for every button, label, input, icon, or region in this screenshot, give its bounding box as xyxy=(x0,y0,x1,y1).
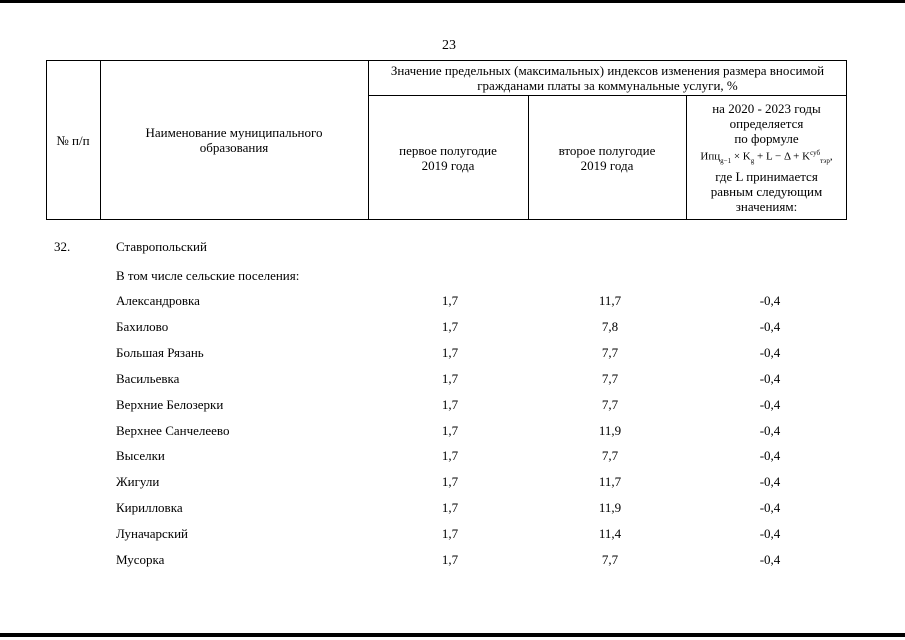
table-row xyxy=(0,345,905,365)
top-border-rule xyxy=(0,0,905,3)
value-h1-2019: 1,7 xyxy=(441,526,459,542)
value-h2-2019: 7,8 xyxy=(601,318,619,334)
value-l: -0,4 xyxy=(759,318,781,334)
section-subtitle-row xyxy=(0,268,905,288)
table-row xyxy=(0,397,905,417)
row-name: Мусорка xyxy=(116,552,165,567)
formula-caption-line: по формуле xyxy=(734,131,799,147)
row-name: Жигули xyxy=(116,474,160,490)
value-l: -0,4 xyxy=(759,370,781,386)
table-row xyxy=(0,448,905,468)
row-name: Бахилово xyxy=(116,318,169,334)
header-col-h1-2019: первое полугодие 2019 года xyxy=(399,142,497,173)
section-number: 32. xyxy=(54,239,71,254)
header-col-name: Наименование муниципального образования xyxy=(145,125,323,155)
value-h1-2019: 1,7 xyxy=(441,500,459,516)
value-h1-2019: 1,7 xyxy=(441,293,459,308)
section-subtitle: В том числе сельские поселения: xyxy=(116,268,300,283)
row-name: Выселки xyxy=(116,448,165,464)
value-h1-2019: 1,7 xyxy=(441,318,459,334)
table-row xyxy=(0,552,905,572)
header-col-number: № п/п xyxy=(56,132,90,148)
value-h2-2019: 11,7 xyxy=(598,474,622,490)
bottom-border-rule xyxy=(0,633,905,637)
formula-caption-line: где L принимается xyxy=(715,168,818,184)
value-h2-2019: 11,7 xyxy=(598,293,622,308)
table-row xyxy=(0,319,905,339)
value-l: -0,4 xyxy=(759,552,781,567)
value-h1-2019: 1,7 xyxy=(441,448,459,464)
value-l: -0,4 xyxy=(759,474,781,490)
value-h1-2019: 1,7 xyxy=(441,396,459,412)
row-name: Луначарский xyxy=(116,526,189,542)
header-col-h2-2019: второе полугодие 2019 года xyxy=(558,142,656,173)
formula-caption-line: значениям: xyxy=(735,198,798,214)
value-l: -0,4 xyxy=(759,293,781,308)
value-h2-2019: 7,7 xyxy=(601,344,619,360)
formula-caption-line: равным следующим xyxy=(710,183,823,199)
table-header xyxy=(46,60,847,220)
formula-expression: $Ипц_{g-1} \times K_g + L - \Delta + K^{суб}_{тэр}$, xyxy=(700,149,833,165)
table-row xyxy=(0,474,905,494)
table-row xyxy=(0,423,905,443)
header-group-title: Значение предельных (максимальных) индексов изменения размера вносимой гражданами платы за коммунальные услуги, % xyxy=(390,62,825,93)
row-name: Александровка xyxy=(116,293,200,308)
header-col-formula xyxy=(686,95,847,220)
row-name: Верхнее Санчелеево xyxy=(116,422,230,438)
value-l: -0,4 xyxy=(759,500,781,516)
row-name: Кирилловка xyxy=(116,500,183,516)
table-row xyxy=(0,500,905,520)
value-h2-2019: 11,4 xyxy=(598,526,622,542)
value-h2-2019: 7,7 xyxy=(601,396,619,412)
value-h1-2019: 1,7 xyxy=(441,552,459,567)
value-h2-2019: 11,9 xyxy=(598,422,622,438)
formula-caption-line: на 2020 - 2023 годы xyxy=(712,101,821,117)
table-row xyxy=(0,526,905,546)
page-number: 23 xyxy=(442,38,456,53)
section-name: Ставропольский xyxy=(116,239,207,254)
value-h1-2019: 1,7 xyxy=(441,370,459,386)
row-name: Верхние Белозерки xyxy=(116,396,224,412)
value-h2-2019: 7,7 xyxy=(601,370,619,386)
value-h2-2019: 7,7 xyxy=(601,448,619,464)
row-name: Васильевка xyxy=(116,370,180,386)
value-l: -0,4 xyxy=(759,344,781,360)
section-row xyxy=(0,239,905,259)
value-l: -0,4 xyxy=(759,396,781,412)
value-l: -0,4 xyxy=(759,526,781,542)
value-l: -0,4 xyxy=(759,422,781,438)
value-h2-2019: 7,7 xyxy=(601,552,619,567)
table-row xyxy=(0,371,905,391)
formula-caption-line: определяется xyxy=(729,116,804,132)
value-h1-2019: 1,7 xyxy=(441,422,459,438)
value-h1-2019: 1,7 xyxy=(441,474,459,490)
row-name: Большая Рязань xyxy=(116,344,204,360)
value-h2-2019: 11,9 xyxy=(598,500,622,516)
value-l: -0,4 xyxy=(759,448,781,464)
table-row xyxy=(0,293,905,313)
value-h1-2019: 1,7 xyxy=(441,344,459,360)
